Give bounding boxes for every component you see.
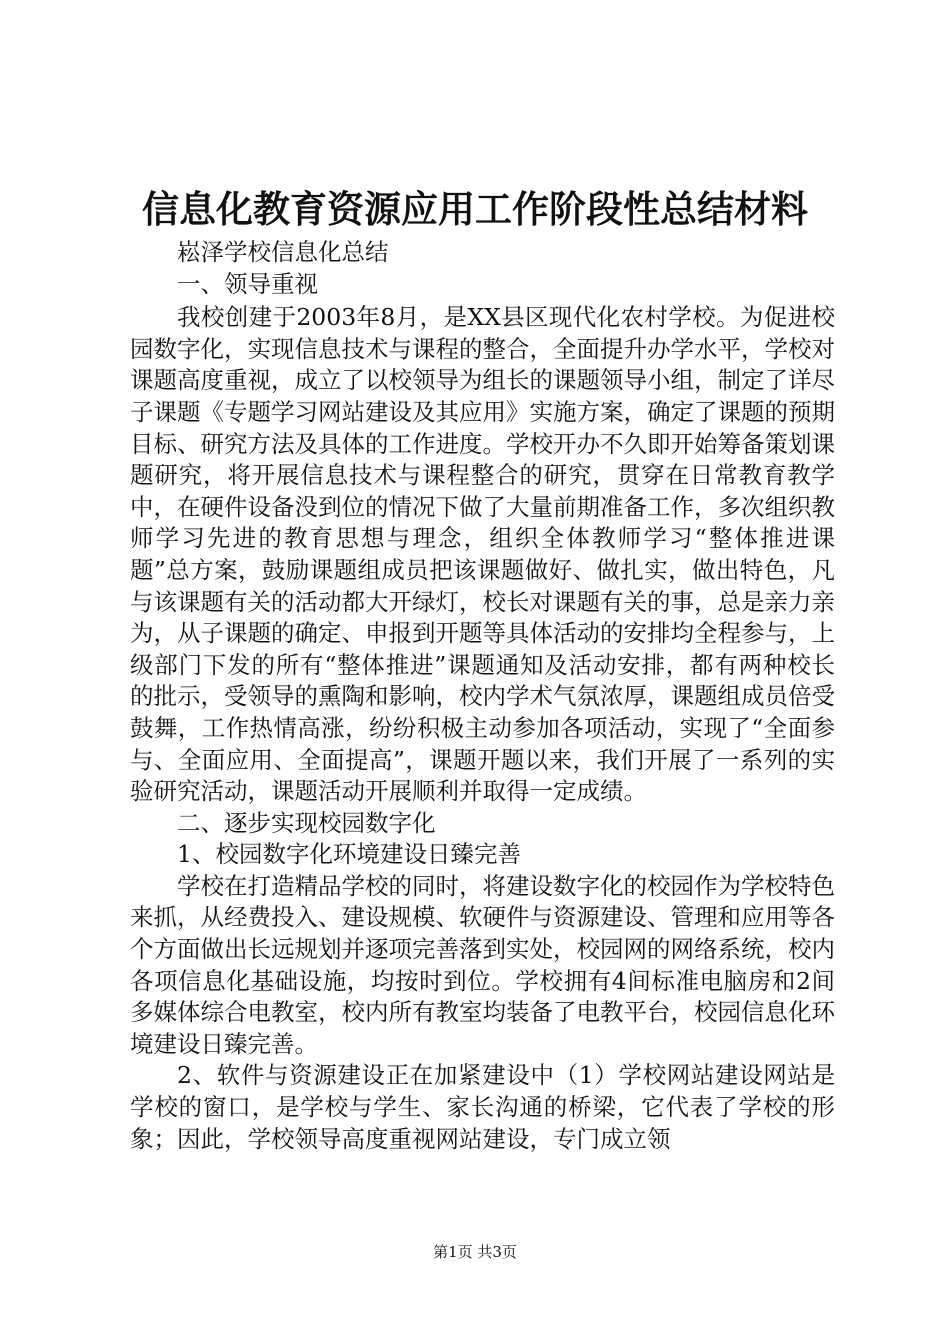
section-heading-2: 二、逐步实现校园数字化	[177, 808, 436, 837]
subtitle-paragraph: 崧泽学校信息化总结	[177, 238, 389, 266]
document-title: 信息化教育资源应用工作阶段性总结材料	[142, 188, 808, 231]
subsection-heading-1: 1、校园数字化环境建设日臻完善	[177, 840, 521, 869]
document-body	[130, 237, 835, 1155]
section-heading-1: 一、领导重视	[177, 269, 318, 298]
page-footer: 第1页 共3页	[433, 1243, 517, 1261]
body-paragraph-3: 2、软件与资源建设正在加紧建设中（1）学校网站建设网站是学校的窗口，是学校与学生、家长沟通的桥梁，它代表了学校的形象；因此，学校领导高度重视网站建设，专门成立领	[130, 1061, 835, 1153]
body-paragraph-2: 学校在打造精品学校的同时，将建设数字化的校园作为学校特色来抓，从经费投入、建设规模、软硬件与资源建设、管理和应用等各个方面做出长远规划并逐项完善落到实处，校园网的网络系统，校内各项信息化基础设施，均按时到位。学校拥有4间标准电脑房和2间多媒体综合电教室，校内所有教室均装备了电教平台，校园信息化环境建设日臻完善。	[130, 871, 835, 1058]
body-paragraph-1: 我校创建于2003年8月，是XX县区现代化农村学校。为促进校园数字化，实现信息技术与课程的整合，全面提升办学水平，学校对课题高度重视，成立了以校领导为组长的课题领导小组，制定了详尽子课题《专题学习网站建设及其应用》实施方案，确定了课题的预期目标、研究方法及具体的工作进度。学校开办不久即开始筹备策划课题研究，将开展信息技术与课程整合的研究，贯穿在日常教育教学中，在硬件设备没到位的情况下做了大量前期准备工作，多次组织教师学习先进的教育思想与理念，组织全体教师学习“整体推进课题”总方案，鼓励课题组成员把该课题做好、做扎实，做出特色，凡与该课题有关的活动都大开绿灯，校长对课题有关的事，总是亲力亲为，从子课题的确定、申报到开题等具体活动的安排均全程参与，上级部门下发的所有“整体推进”课题通知及活动安排，都有两种校长的批示，受领导的熏陶和影响，校内学术气氛浓厚，课题组成员倍受鼓舞，工作热情高涨，纷纷积极主动参加各项活动，实现了“全面参与、全面应用、全面提高”，课题开题以来，我们开展了一系列的实验研究活动，课题活动开展顺利并取得一定成绩。	[130, 303, 835, 806]
